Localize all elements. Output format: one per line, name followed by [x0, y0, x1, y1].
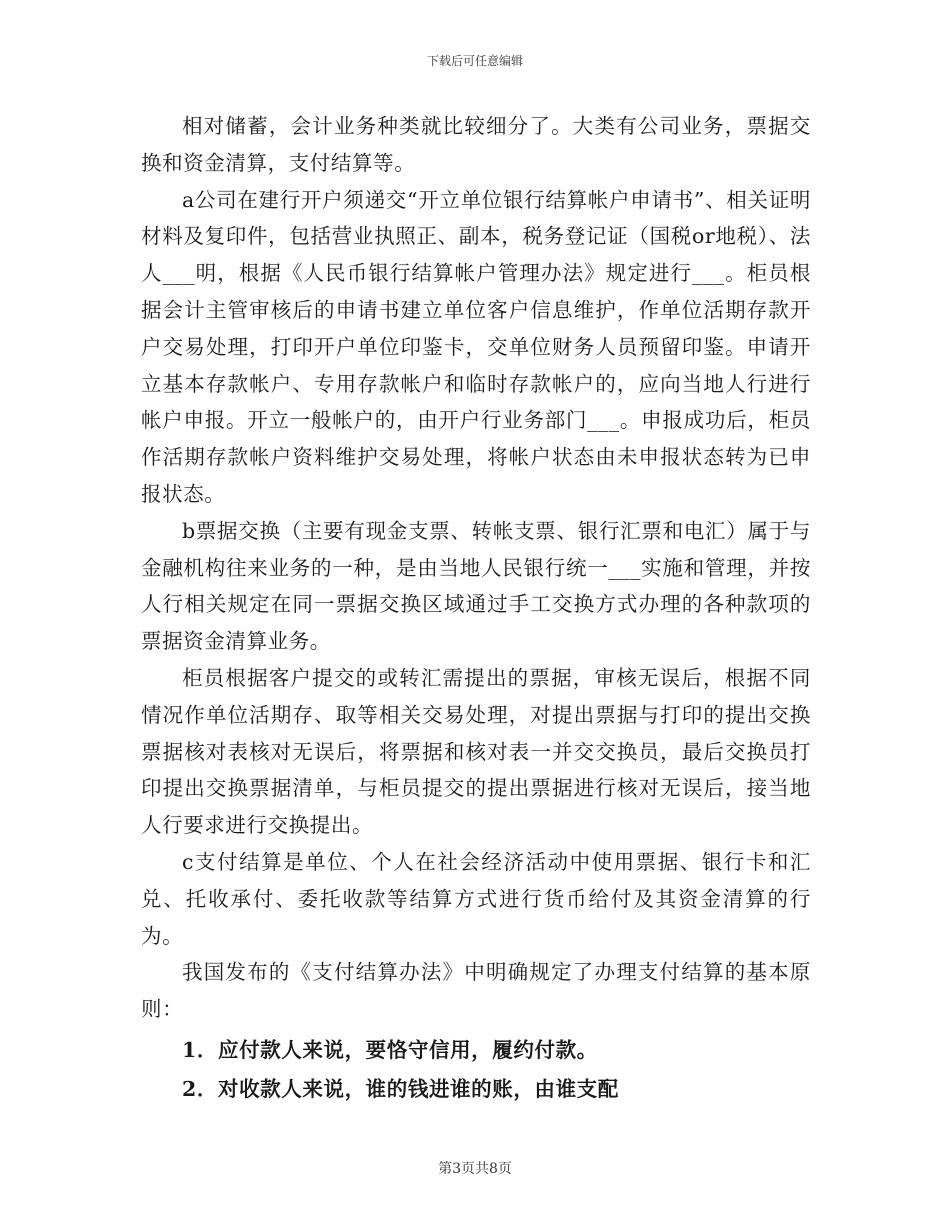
document-body	[141, 108, 811, 1108]
paragraph-bill-exchange: b票据交换（主要有现金支票、转帐支票、银行汇票和电汇）属于与金融机构往来业务的一种，是由当地人民银行统一___实施和管理，并按人行相关规定在同一票据交换区域通过手工交换方式办理的各种款项的票据资金清算业务。	[141, 518, 811, 654]
paragraph-payment-settlement: c支付结算是单位、个人在社会经济活动中使用票据、银行卡和汇兑、托收承付、委托收款等结算方式进行货币给付及其资金清算的行为。	[141, 849, 811, 948]
paragraph-teller-process: 柜员根据客户提交的或转汇需提出的票据，审核无误后，根据不同情况作单位活期存、取等相关交易处理，对提出票据与打印的提出交换票据核对表核对无误后，将票据和核对表一并交交换员，最后交换员打印提出交换票据清单，与柜员提交的提出票据进行核对无误后，接当地人行要求进行交换提出。	[141, 665, 811, 838]
list-item: 2．对收款人来说，谁的钱进谁的账，由谁支配	[182, 1076, 619, 1101]
page-header: 下载后可任意编辑	[426, 54, 523, 68]
paragraph-account-opening: a公司在建行开户须递交“开立单位银行结算帐户申请书”、相关证明材料及复印件，包括营业执照正、副本，税务登记证（国税or地税）、法人___明，根据《人民币银行结算帐户管理办法》规定进行___。柜员根据会计主管审核后的申请书建立单位客户信息维护，作单位活期存款开户交易处理，打印开户单位印鉴卡，交单位财务人员预留印鉴。申请开立基本存款帐户、专用存款帐户和临时存款帐户的，应向当地人行进行帐户申报。开立一般帐户的，由开户行业务部门___。申报成功后，柜员作活期存款帐户资料维护交易处理，将帐户状态由未申报状态转为已申报状态。	[141, 187, 811, 506]
paragraph-intro: 相对储蓄，会计业务种类就比较细分了。大类有公司业务，票据交换和资金清算，支付结算等。	[141, 114, 811, 175]
list-item: 1．应付款人来说，要恪守信用，履约付款。	[182, 1037, 598, 1062]
page-footer: 第3页共8页	[438, 1161, 512, 1177]
paragraph-principles: 我国发布的《支付结算办法》中明确规定了办理支付结算的基本原则：	[141, 960, 811, 1022]
